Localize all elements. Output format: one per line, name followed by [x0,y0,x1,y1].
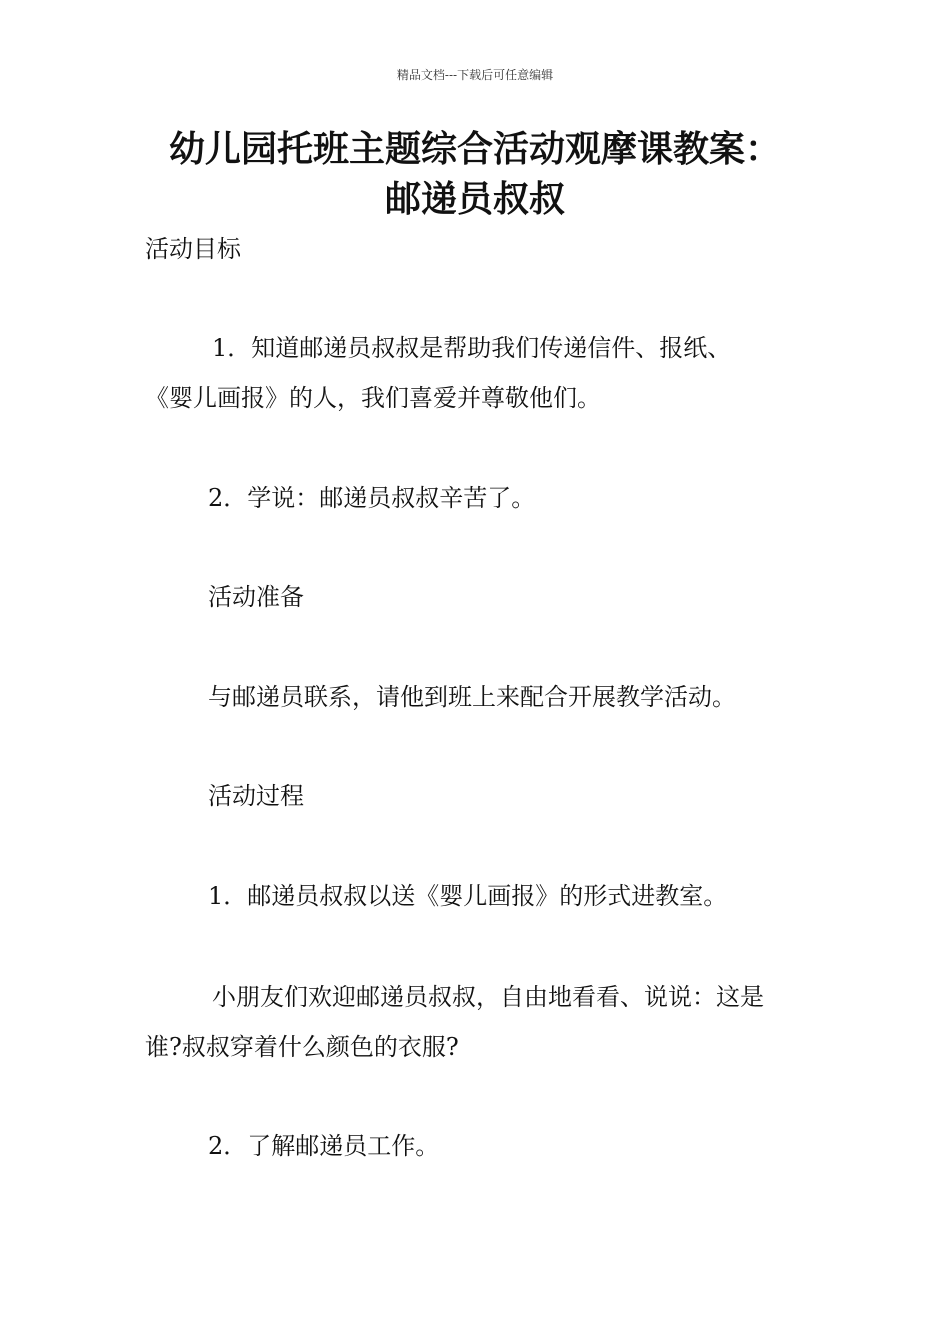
process-step-1: 1．邮递员叔叔以送《婴儿画报》的形式进教室。 [208,882,728,910]
process-step-1-desc-line-1: 小朋友们欢迎邮递员叔叔，自由地看看、说说：这是 [212,983,764,1011]
page-title-line-2: 邮递员叔叔 [384,179,565,220]
goal-1-line-1: 1．知道邮递员叔叔是帮助我们传递信件、报纸、 [212,334,732,362]
section-heading-process: 活动过程 [208,782,304,810]
process-step-2: 2．了解邮递员工作。 [208,1132,440,1160]
goal-1-line-2: 《婴儿画报》的人，我们喜爱并尊敬他们。 [145,384,601,412]
page-header: 精品文档---下载后可任意编辑 [396,68,554,82]
goal-2: 2．学说：邮递员叔叔辛苦了。 [208,484,536,512]
page-title-line-1: 幼儿园托班主题综合活动观摩课教案： [168,129,781,170]
preparation-text: 与邮递员联系，请他到班上来配合开展教学活动。 [208,683,736,711]
section-heading-preparation: 活动准备 [208,583,304,611]
section-heading-goals: 活动目标 [145,235,241,263]
process-step-1-desc-line-2: 谁?叔叔穿着什么颜色的衣服? [145,1033,459,1061]
